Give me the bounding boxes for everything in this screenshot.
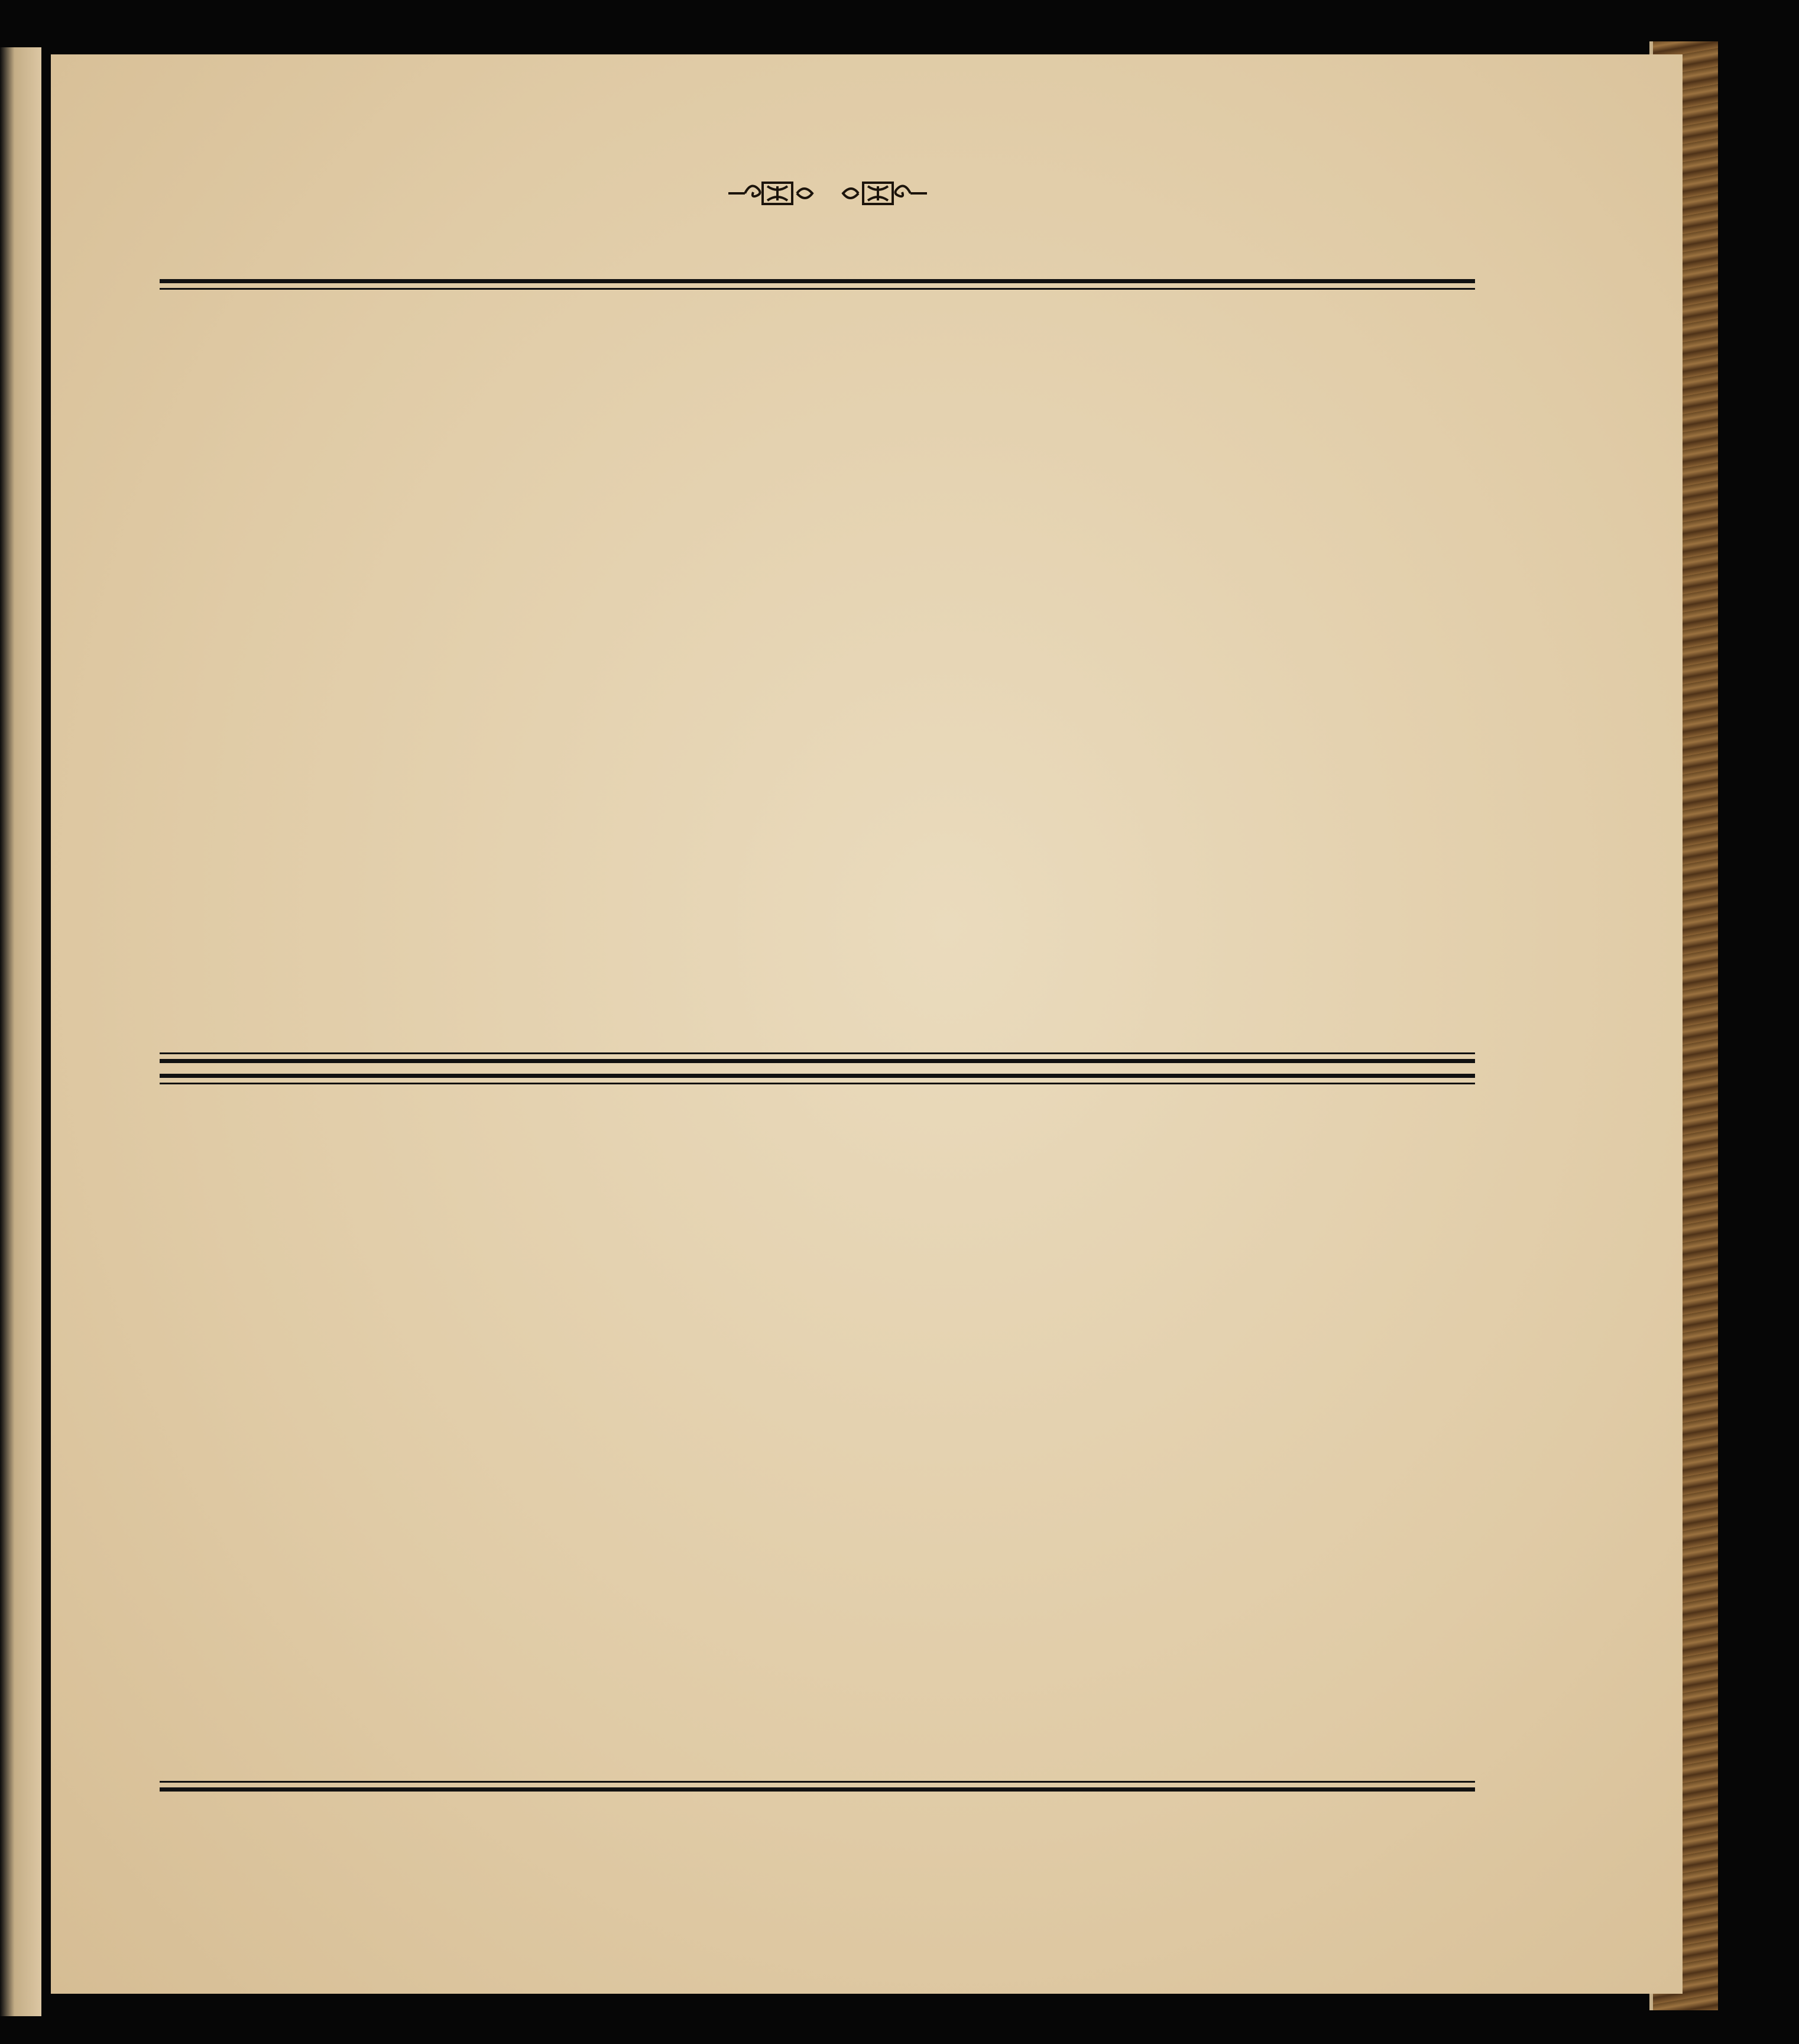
gold-to-courant-table	[160, 1074, 1475, 1792]
ornament-left-icon	[727, 178, 816, 209]
facing-page-edge	[0, 47, 41, 2016]
grote-to-schwaren-table	[160, 279, 1475, 1063]
ornament-right-icon	[839, 178, 928, 209]
page-title	[166, 219, 1573, 284]
page-header	[680, 167, 975, 220]
